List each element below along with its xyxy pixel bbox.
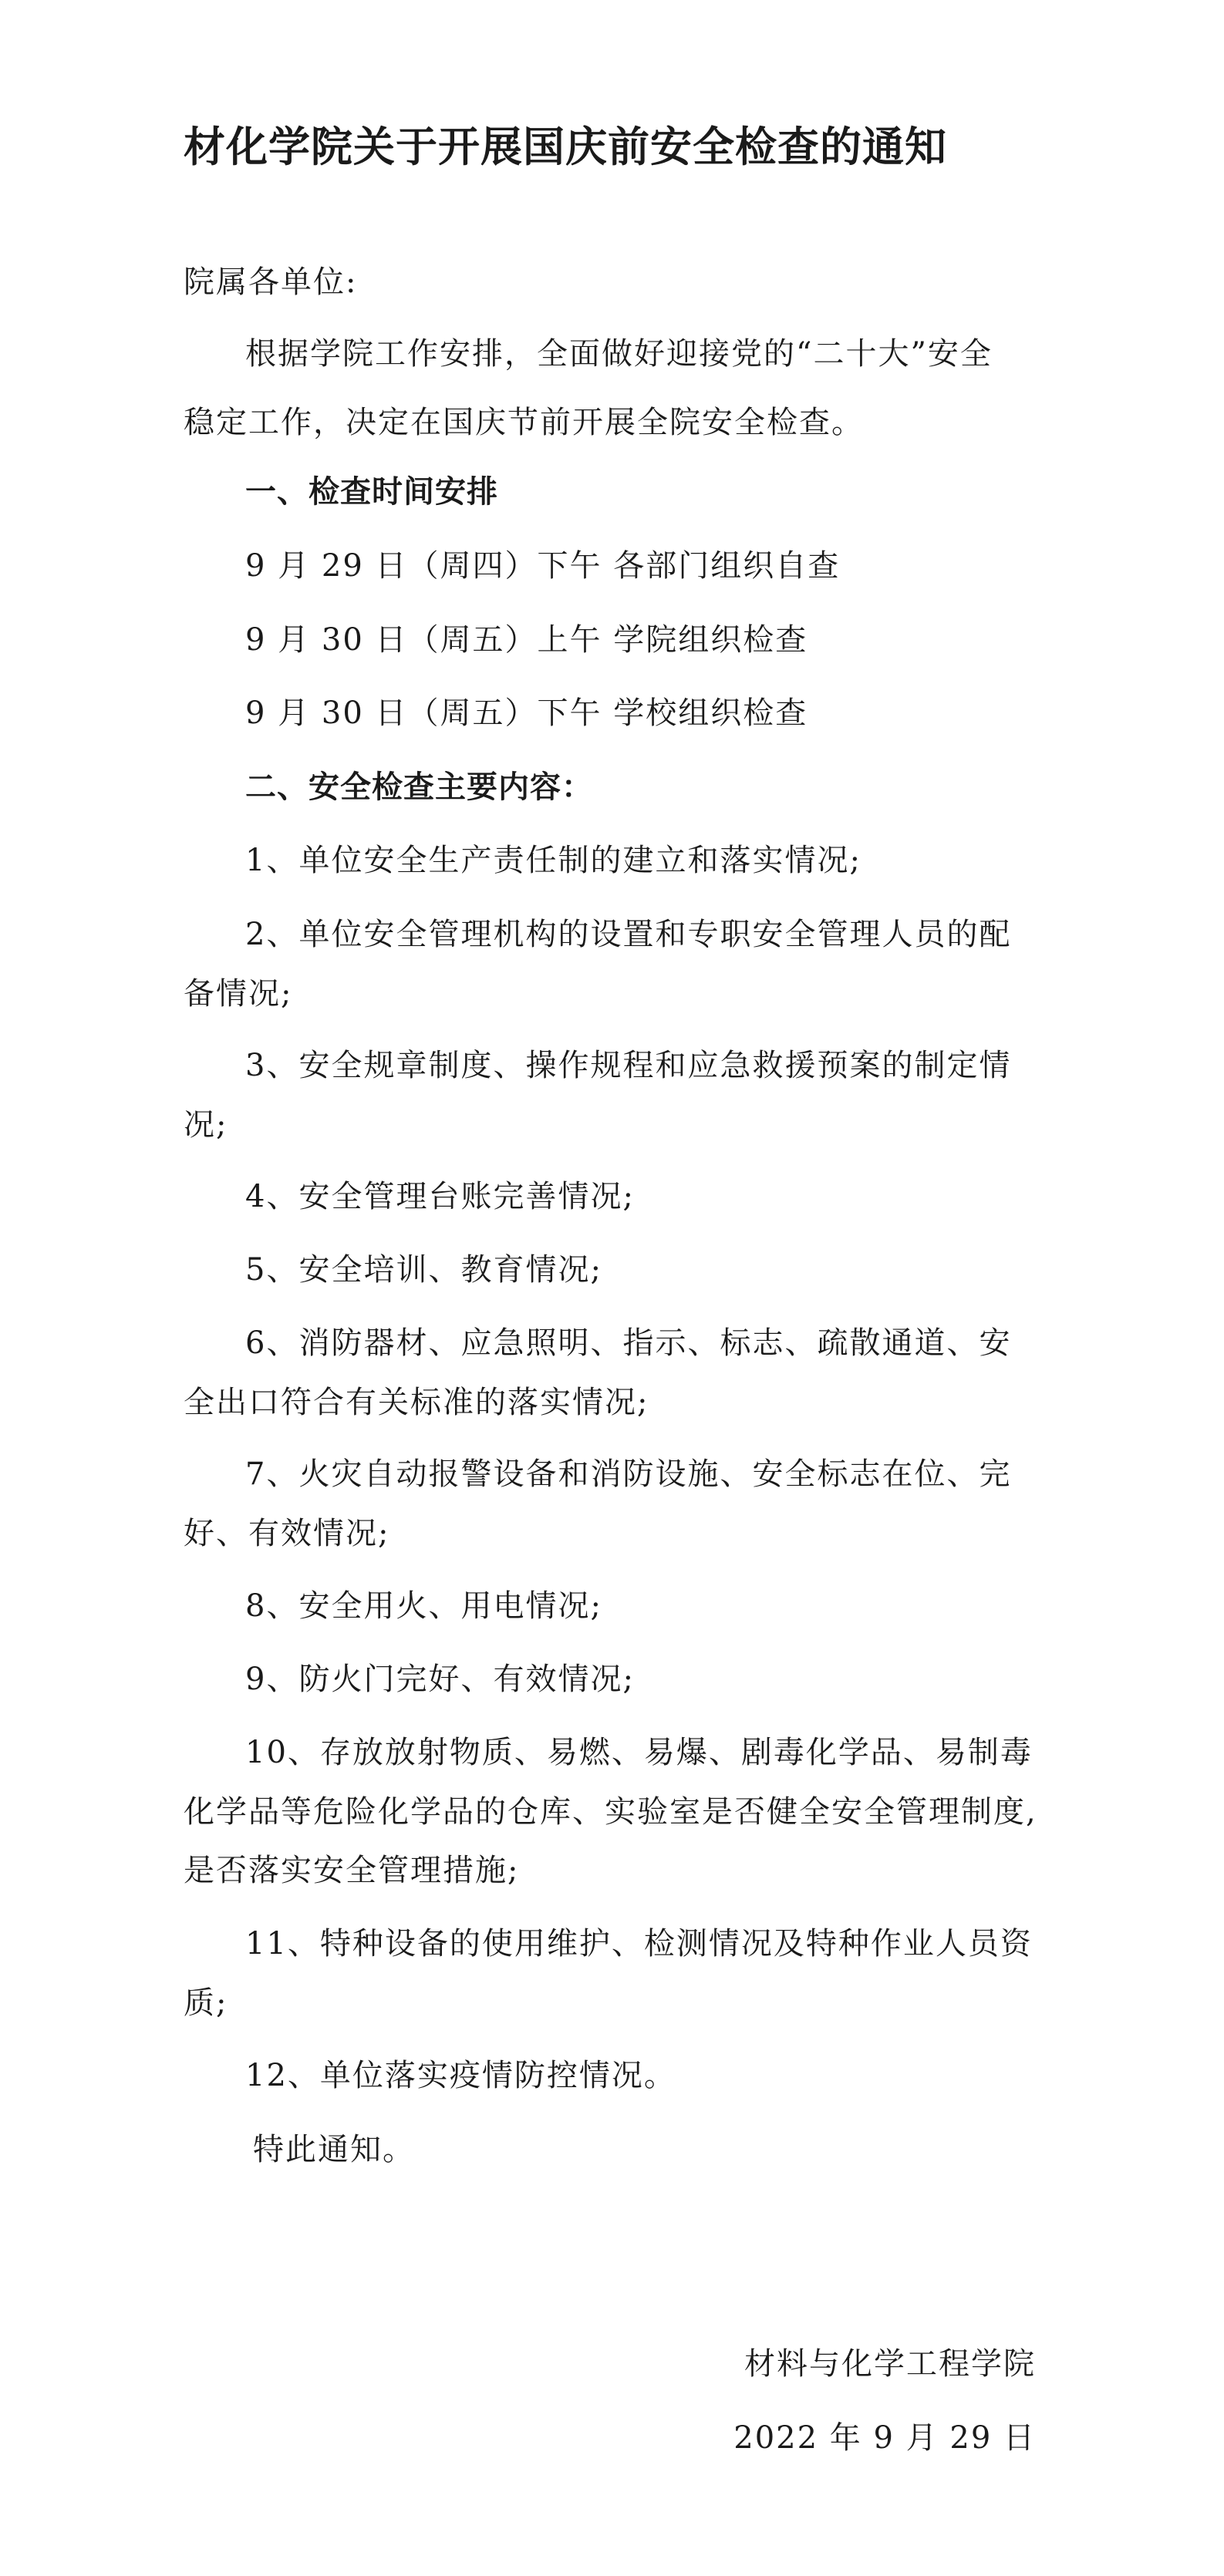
content-item-3-line-2: 况; — [184, 1107, 228, 1143]
document-title: 材化学院关于开展国庆前安全检查的通知 — [184, 123, 947, 171]
intro-paragraph-line-2: 稳定工作，决定在国庆节前开展全院安全检查。 — [184, 405, 864, 440]
content-item-1: 1、单位安全生产责任制的建立和落实情况; — [245, 843, 862, 878]
content-item-12: 12、单位落实疫情防控情况。 — [245, 2058, 676, 2093]
content-item-10-line-3: 是否落实安全管理措施; — [184, 1853, 520, 1888]
content-item-10-line-2: 化学品等危险化学品的仓库、实验室是否健全安全管理制度, — [184, 1794, 1037, 1830]
content-item-6-line-1: 6、消防器材、应急照明、指示、标志、疏散通道、安 — [245, 1325, 1012, 1361]
content-item-10-line-1: 10、存放放射物质、易燃、易爆、剧毒化学品、易制毒 — [245, 1735, 1033, 1770]
content-item-7-line-2: 好、有效情况; — [184, 1516, 390, 1551]
content-item-2-line-2: 备情况; — [184, 976, 293, 1012]
schedule-item: 9 月 29 日（周四）下午 各部门组织自查 — [245, 548, 841, 584]
schedule-item: 9 月 30 日（周五）上午 学院组织检查 — [245, 622, 808, 658]
content-item-8: 8、安全用火、用电情况; — [245, 1588, 602, 1624]
signature-organization: 材料与化学工程学院 — [744, 2346, 1036, 2382]
section-heading-schedule: 一、检查时间安排 — [245, 474, 498, 510]
content-item-5: 5、安全培训、教育情况; — [245, 1252, 602, 1288]
closing-remark: 特此通知。 — [253, 2132, 415, 2167]
salutation: 院属各单位: — [184, 264, 358, 300]
content-item-2-line-1: 2、单位安全管理机构的设置和专职安全管理人员的配 — [245, 917, 1012, 952]
intro-paragraph-line-1: 根据学院工作安排，全面做好迎接党的“二十大”安全 — [245, 336, 993, 372]
content-item-3-line-1: 3、安全规章制度、操作规程和应急救援预案的制定情 — [245, 1048, 1012, 1083]
content-item-11-line-1: 11、特种设备的使用维护、检测情况及特种作业人员资 — [245, 1926, 1033, 1961]
content-item-7-line-1: 7、火灾自动报警设备和消防设施、安全标志在位、完 — [245, 1456, 1012, 1492]
section-heading-contents: 二、安全检查主要内容： — [245, 769, 593, 805]
content-item-9: 9、防火门完好、有效情况; — [245, 1662, 635, 1697]
content-item-6-line-2: 全出口符合有关标准的落实情况; — [184, 1385, 649, 1420]
content-item-4: 4、安全管理台账完善情况; — [245, 1179, 635, 1214]
signature-date: 2022 年 9 月 29 日 — [733, 2420, 1036, 2456]
content-item-11-line-2: 质; — [184, 1985, 228, 2021]
schedule-item: 9 月 30 日（周五）下午 学校组织检查 — [245, 695, 808, 731]
